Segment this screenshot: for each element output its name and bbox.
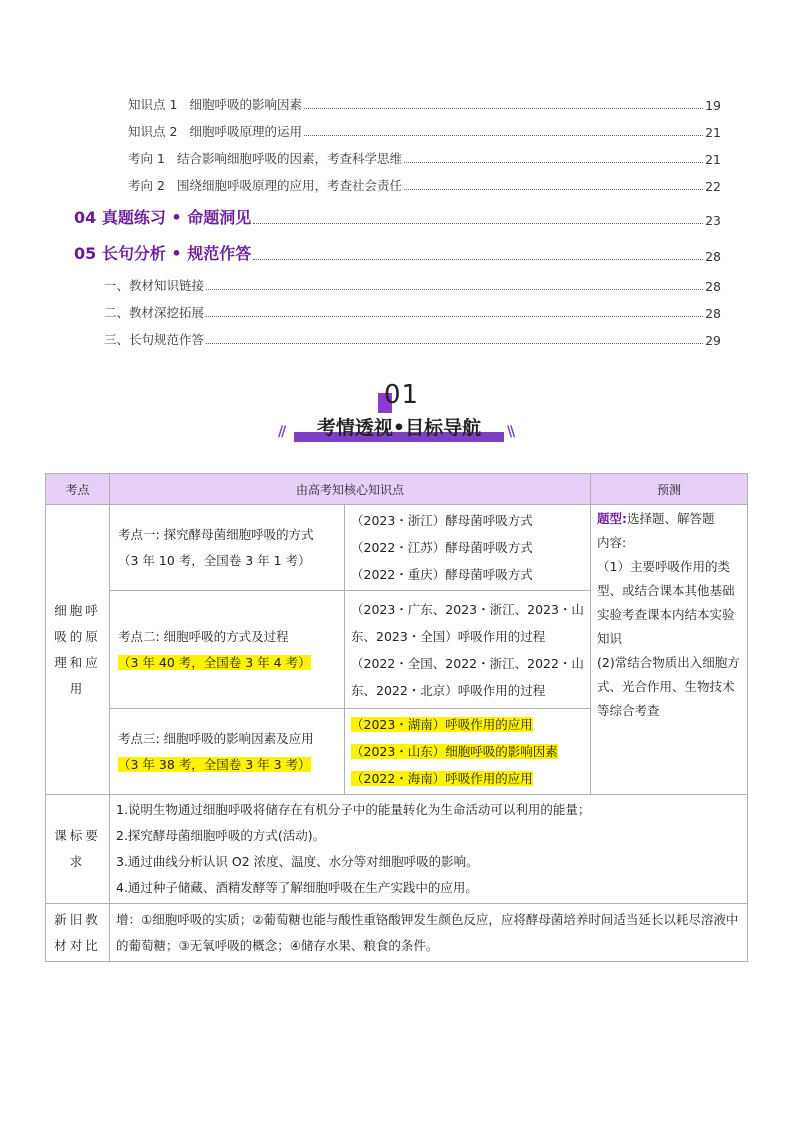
toc-entry[interactable] <box>128 122 721 140</box>
toc-entry[interactable] <box>128 176 721 194</box>
toc-page-number: 28 <box>705 249 721 264</box>
source-item: （2022・江苏）酵母菌呼吸方式 <box>351 540 533 555</box>
exam-point-stat: （3 年 40 考，全国卷 3 年 4 考） <box>118 654 311 670</box>
category-cell: 细胞呼吸的原理和应用 <box>46 505 110 795</box>
exam-point-name: 考点二: 细胞呼吸的方式及过程 <box>118 628 289 644</box>
toc-leader-dots <box>206 342 703 344</box>
header-exam-point: 考点 <box>46 474 110 505</box>
exam-point-stat: （3 年 38 考，全国卷 3 年 3 考） <box>118 756 311 772</box>
table-row <box>46 904 748 962</box>
toc-leader-dots <box>206 315 703 317</box>
toc-page-number: 29 <box>705 333 721 348</box>
source-item: （2023・山东）细胞呼吸的影响因素 <box>351 744 558 759</box>
left-slash-decoration: // <box>278 424 285 440</box>
requirement-item: 4.通过种子储藏、酒精发酵等了解细胞呼吸在生产实践中的应用。 <box>116 880 478 895</box>
content-label: 内容: <box>597 535 627 550</box>
source-cell <box>345 505 591 591</box>
toc-subentry-title: 一、教材知识链接 <box>104 278 205 293</box>
toc-leader-dots <box>253 258 703 260</box>
table-header-row <box>46 474 748 505</box>
toc-subentry[interactable] <box>104 276 721 294</box>
source-item: （2023・湖南）呼吸作用的应用 <box>351 717 533 732</box>
requirement-item: 3.通过曲线分析认识 O2 浓度、温度、水分等对细胞呼吸的影响。 <box>116 854 479 869</box>
toc-leader-dots <box>206 288 703 290</box>
toc-page-number: 28 <box>705 279 721 294</box>
table-row <box>46 795 748 904</box>
toc-page-number: 21 <box>705 125 721 140</box>
source-cell <box>345 709 591 795</box>
toc-page-number: 21 <box>705 152 721 167</box>
toc-entry-label: 考向 1 <box>128 151 165 166</box>
source-item: （2023・浙江）酵母菌呼吸方式 <box>351 513 533 528</box>
comparison-label: 新旧教材对比 <box>46 904 110 962</box>
comparison-cell: 增：①细胞呼吸的实质；②葡萄糖也能与酸性重铬酸钾发生颜色反应，应将酵母菌培养时间适当延长以耗尽溶液中的葡萄糖；③无氧呼吸的概念；④储存水果、粮食的条件。 <box>110 904 748 962</box>
question-types: 选择题、解答题 <box>627 511 715 526</box>
toc-page-number: 23 <box>705 213 721 228</box>
toc-subentry[interactable] <box>104 303 721 321</box>
toc-page-number: 19 <box>705 98 721 113</box>
toc-section-title: 04 真题练习 • 命题洞见 <box>74 208 252 227</box>
exam-point-stat: （3 年 10 考，全国卷 3 年 1 考） <box>118 552 311 568</box>
source-item: （2022・全国、2022・浙江、2022・山东、2022・北京）呼吸作用的过程 <box>351 655 584 698</box>
toc-page-number: 22 <box>705 179 721 194</box>
toc-page-number: 28 <box>705 306 721 321</box>
toc-entry[interactable] <box>128 95 721 113</box>
toc-leader-dots <box>304 134 703 136</box>
requirement-item: 1.说明生物通过细胞呼吸将储存在有机分子中的能量转化为生命活动可以利用的能量； <box>116 802 591 817</box>
toc-subentry-title: 三、长句规范作答 <box>104 332 205 347</box>
header-prediction: 预测 <box>591 474 748 505</box>
requirements-cell <box>110 795 748 904</box>
toc-subentry[interactable] <box>104 330 721 348</box>
question-type-label: 题型: <box>597 511 628 526</box>
prediction-item-2: (2)常结合物质出入细胞方式、光合作用、生物技术等综合考查 <box>597 655 740 718</box>
toc-subentry-title: 二、教材深挖拓展 <box>104 305 205 320</box>
exam-point-name: 考点一: 探究酵母菌细胞呼吸的方式 <box>118 526 314 542</box>
toc-entry-label: 知识点 1 <box>128 97 178 112</box>
toc-leader-dots <box>404 188 703 190</box>
prediction-cell <box>591 505 748 795</box>
exam-analysis-table <box>45 473 748 962</box>
right-slash-decoration: \\ <box>507 424 514 440</box>
toc-leader-dots <box>253 222 703 224</box>
table-row <box>46 505 748 591</box>
toc-entry-label: 知识点 2 <box>128 124 178 139</box>
exam-point-cell <box>110 505 345 591</box>
toc-entry-title: 结合影响细胞呼吸的因素，考查科学思维 <box>176 151 402 166</box>
source-cell <box>345 591 591 709</box>
toc-entry-title: 细胞呼吸的影响因素 <box>189 97 302 112</box>
header-core-knowledge: 由高考知核心知识点 <box>110 474 591 505</box>
source-item: （2022・海南）呼吸作用的应用 <box>351 771 533 786</box>
prediction-item-1: （1）主要呼吸作用的类型、或结合课本其他基础实验考查课本内结本实验知识 <box>597 559 735 646</box>
toc-entry-title: 围绕细胞呼吸原理的应用，考查社会责任 <box>176 178 402 193</box>
section-number: 01 <box>384 380 420 410</box>
toc-leader-dots <box>404 161 703 163</box>
requirements-label: 课标要求 <box>46 795 110 904</box>
source-item: （2023・广东、2023・浙江、2023・山东、2023・全国）呼吸作用的过程 <box>351 601 584 644</box>
exam-point-cell <box>110 591 345 709</box>
toc-entry-title: 细胞呼吸原理的运用 <box>189 124 302 139</box>
toc-entry-label: 考向 2 <box>128 178 165 193</box>
exam-point-cell <box>110 709 345 795</box>
toc-section[interactable] <box>74 205 721 228</box>
toc-leader-dots <box>304 107 703 109</box>
toc-section-title: 05 长句分析 • 规范作答 <box>74 244 252 263</box>
toc-entry[interactable] <box>128 149 721 167</box>
source-item: （2022・重庆）酵母菌呼吸方式 <box>351 567 533 582</box>
requirement-item: 2.探究酵母菌细胞呼吸的方式(活动)。 <box>116 828 326 843</box>
toc-section[interactable] <box>74 241 721 264</box>
section-title: 考情透视•目标导航 <box>316 417 482 439</box>
exam-point-name: 考点三: 细胞呼吸的影响因素及应用 <box>118 730 314 746</box>
